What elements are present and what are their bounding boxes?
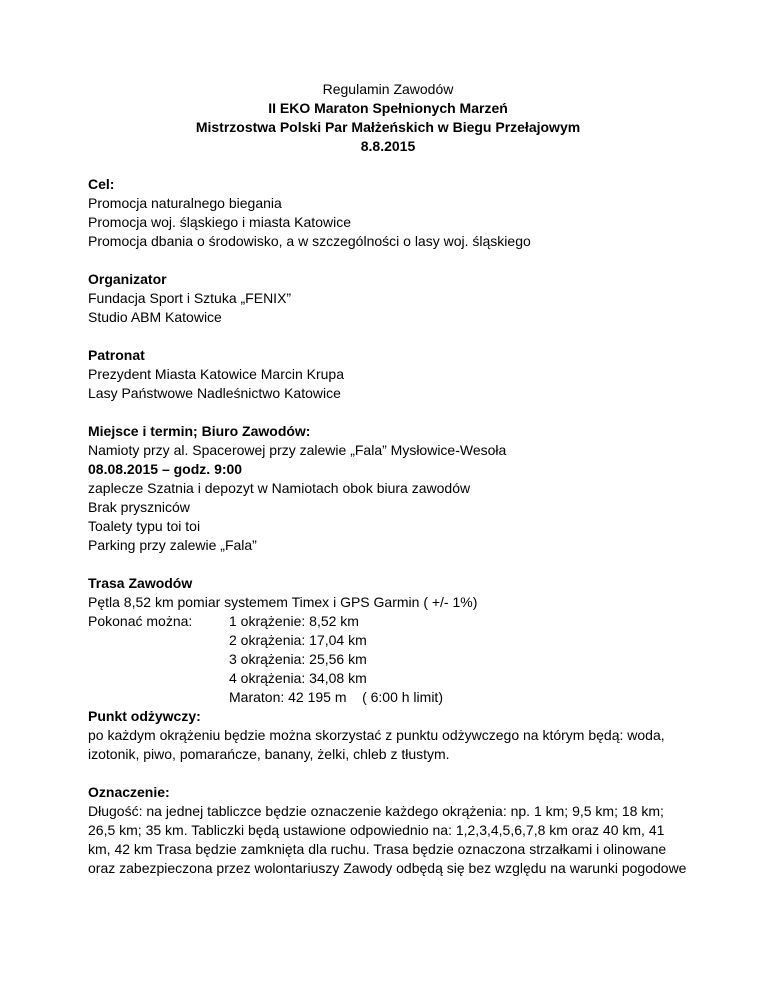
venue-item: zaplecze Szatnia i depozyt w Namiotach obok biura zawodów — [88, 480, 471, 496]
section-heading-cel: Cel: — [88, 176, 115, 192]
organizator-item: Fundacja Sport i Sztuka „FENIX” — [88, 290, 292, 306]
lap-value: 1 okrążenie: 8,52 km — [229, 613, 359, 629]
section-organizator — [88, 270, 688, 327]
section-heading-punkt: Punkt odżywczy: — [88, 708, 201, 724]
section-heading-oznaczenie: Oznaczenie: — [88, 784, 170, 800]
event-name: II EKO Maraton Spełnionych Marzeń — [268, 100, 508, 116]
route-description: Pętla 8,52 km pomiar systemem Timex i GPS Garmin ( +/- 1%) — [88, 594, 478, 610]
section-cel — [88, 175, 688, 251]
lap-value: 4 okrążenia: 34,08 km — [229, 670, 367, 686]
venue-item: Brak pryszniców — [88, 499, 190, 515]
lap-row — [88, 631, 688, 650]
section-trasa — [88, 574, 688, 764]
section-heading-miejsce: Miejsce i termin; Biuro Zawodów: — [88, 423, 311, 439]
lap-value: 3 okrążenia: 25,56 km — [229, 651, 367, 667]
start-datetime: 08.08.2015 – godz. 9:00 — [88, 461, 243, 477]
laps-label: Pokonać można: — [88, 613, 193, 629]
section-oznaczenie — [88, 783, 688, 878]
lap-value: 2 okrążenia: 17,04 km — [229, 632, 367, 648]
venue-line: Namioty przy al. Spacerowej przy zalewie „Fala” Mysłowice-Wesoła — [88, 442, 507, 458]
event-date: 8.8.2015 — [360, 138, 416, 154]
organizator-item: Studio ABM Katowice — [88, 309, 222, 325]
section-patronat — [88, 346, 688, 403]
lap-row — [88, 688, 688, 707]
cel-item: Promocja dbania o środowisko, a w szczególności o lasy woj. śląskiego — [88, 233, 531, 249]
section-heading-patronat: Patronat — [88, 347, 145, 363]
cel-item: Promocja naturalnego biegania — [88, 195, 282, 211]
lap-value: Maraton: 42 195 m ( 6:00 h limit) — [229, 689, 443, 705]
document-page — [88, 80, 688, 878]
lap-row — [88, 650, 688, 669]
document-title: Regulamin Zawodów — [322, 81, 454, 97]
punkt-text: po każdym okrążeniu będzie można skorzystać z punktu odżywczego na którym będą: woda, izotonik, piwo, pomarańcze, banany, żelki, chleb z tłustym. — [88, 727, 665, 762]
laps-table — [88, 612, 688, 707]
venue-item: Toalety typu toi toi — [88, 518, 201, 534]
cel-item: Promocja woj. śląskiego i miasta Katowice — [88, 214, 351, 230]
venue-item: Parking przy zalewie „Fala” — [88, 537, 257, 553]
patronat-item: Prezydent Miasta Katowice Marcin Krupa — [88, 366, 344, 382]
lap-row — [88, 669, 688, 688]
lap-row — [88, 612, 688, 631]
document-header — [88, 80, 688, 156]
championship-name: Mistrzostwa Polski Par Małżeńskich w Biegu Przełajowym — [195, 119, 581, 135]
oznaczenie-text: Długość: na jednej tabliczce będzie oznaczenie każdego okrążenia: np. 1 km; 9,5 km; 18 km; 26,5 km; 35 km. Tabliczki będą ustawione odpowiednio na: 1,2,3,4,5,6,7,8 km oraz 40 km, 41 km, 42 km Trasa będzie zamknięta dla ruchu. Trasa będzie oznaczona strzałkami i olinowane oraz zabezpieczona przez wolontariuszy Zawody odbędą się bez względu na warunki pogodowe — [88, 803, 687, 876]
section-heading-organizator: Organizator — [88, 271, 167, 287]
section-heading-trasa: Trasa Zawodów — [88, 575, 193, 591]
section-miejsce — [88, 422, 688, 555]
patronat-item: Lasy Państwowe Nadleśnictwo Katowice — [88, 385, 341, 401]
